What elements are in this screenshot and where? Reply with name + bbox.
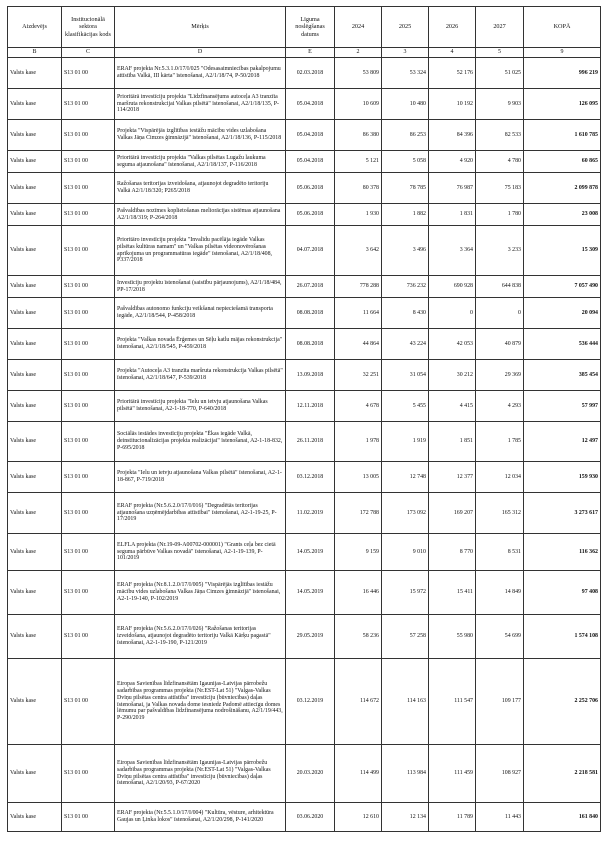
- letter-sector-code: C: [62, 48, 115, 58]
- letter-total: 9: [524, 48, 601, 58]
- value-2024-cell: 58 236: [335, 615, 382, 659]
- purpose-cell: ERAF projekta Nr.5.3.1.0/17/I/025 "Odesasaimniecības pakalpojumu attīstība Valkā, III kārta" īstenošanai, A2/1/18/74, P-50/2018: [115, 58, 286, 89]
- table-row: [8, 204, 601, 226]
- date-cell: 11.02.2019: [286, 493, 335, 534]
- purpose-cell: Pašvaldības autonomo funkciju veikšanai nepieciešamā transporta iegāde, A2/1/18/544, P-458/2018: [115, 298, 286, 329]
- table-row: [8, 173, 601, 204]
- table-row: [8, 298, 601, 329]
- table-row: [8, 89, 601, 120]
- table-row: [8, 659, 601, 745]
- table-row: [8, 151, 601, 173]
- header-2026: 2026: [429, 7, 476, 48]
- purpose-cell: ERAF projekta (Nr.5.6.2.0/17/I/026) "Ražošanas teritorijas izveidošana, atjaunojot degradēto teritoriju Valkā Kārķu pagastā" īstenošanai, A2-1-19-190, P-121/2019: [115, 615, 286, 659]
- table-row: [8, 58, 601, 89]
- date-cell: 05.04.2018: [286, 120, 335, 151]
- total-cell: 161 840: [524, 803, 601, 832]
- value-2025-cell: 15 972: [382, 571, 429, 615]
- table-row: [8, 462, 601, 493]
- value-2027-cell: 1 785: [476, 422, 524, 462]
- table-row: [8, 329, 601, 360]
- value-2025-cell: 43 224: [382, 329, 429, 360]
- creditor-cell: Valsts kase: [8, 226, 62, 276]
- purpose-cell: ERAF projekta (Nr.5.6.2.0/17/I/016) "Degradētās teritorijas atjaunošana uzņēmējdarbības attīstībai" īstenošanai, A2-1-19-25, P-17/2019: [115, 493, 286, 534]
- purpose-cell: Eiropas Savienības līdzfinansētām Igaunijas-Latvijas pārrobežu sadarbības programmas projekta (Nr.EST-Lat 51) "Valgas-Valkas Dvīņu pilsētas centra attīstība" investīciju (būvniecības) daļas īstenošanai, A2/1/20/93, P-67/2020: [115, 745, 286, 803]
- value-2025-cell: 53 324: [382, 58, 429, 89]
- value-2024-cell: 53 809: [335, 58, 382, 89]
- creditor-cell: Valsts kase: [8, 360, 62, 391]
- value-2027-cell: 82 533: [476, 120, 524, 151]
- value-2027-cell: 40 879: [476, 329, 524, 360]
- header-2025: 2025: [382, 7, 429, 48]
- value-2024-cell: 4 678: [335, 391, 382, 422]
- creditor-cell: Valsts kase: [8, 391, 62, 422]
- date-cell: 05.04.2018: [286, 89, 335, 120]
- value-2024-cell: 114 672: [335, 659, 382, 745]
- date-cell: 03.12.2018: [286, 462, 335, 493]
- value-2027-cell: 4 780: [476, 151, 524, 173]
- date-cell: 20.03.2020: [286, 745, 335, 803]
- purpose-cell: Prioritārā investīciju projekta "Ielu un ietvju atjaunošana Valkas pilsētā" īstenošanai, A2-1-18-770, P-640/2018: [115, 391, 286, 422]
- total-cell: 2 252 706: [524, 659, 601, 745]
- value-2027-cell: 54 699: [476, 615, 524, 659]
- sector-code-cell: S13 01 00: [62, 803, 115, 832]
- date-cell: 08.08.2018: [286, 298, 335, 329]
- value-2025-cell: 78 785: [382, 173, 429, 204]
- value-2026-cell: 1 831: [429, 204, 476, 226]
- value-2025-cell: 5 455: [382, 391, 429, 422]
- date-cell: 26.11.2018: [286, 422, 335, 462]
- table-row: [8, 571, 601, 615]
- value-2025-cell: 12 134: [382, 803, 429, 832]
- value-2025-cell: 114 163: [382, 659, 429, 745]
- purpose-cell: Investīciju projektu īstenošanai (saistību pārjaunojums), A2/1/18/484, PP-17/2018: [115, 276, 286, 298]
- purpose-cell: Prioritārā investīciju projekta "Līdzfinansējums autoceļa A3 tranzīta maršruta rekonstrukcijai Valkas pilsētā" īstenošanai, A2/1/18/135, P-114/2018: [115, 89, 286, 120]
- total-cell: 12 497: [524, 422, 601, 462]
- date-cell: 26.07.2018: [286, 276, 335, 298]
- purpose-cell: Ražošanas teritorijas izveidošana, atjaunojot degradēto teritoriju Valkā A2/1/18/320; P265/2018: [115, 173, 286, 204]
- value-2026-cell: 4 920: [429, 151, 476, 173]
- value-2024-cell: 5 121: [335, 151, 382, 173]
- creditor-cell: Valsts kase: [8, 803, 62, 832]
- total-cell: 7 057 490: [524, 276, 601, 298]
- total-cell: 15 309: [524, 226, 601, 276]
- value-2026-cell: 15 411: [429, 571, 476, 615]
- sector-code-cell: S13 01 00: [62, 571, 115, 615]
- purpose-cell: ERAF projekta (Nr.8.1.2.0/17/I/005) "Vispārējās izglītības iestāžu mācību vides uzlabošana Valkas Jāņa Cimzes ģimnāzijā" īstenošanai, A2-1-19-140, P-102/2019: [115, 571, 286, 615]
- value-2027-cell: 165 312: [476, 493, 524, 534]
- sector-code-cell: S13 01 00: [62, 360, 115, 391]
- date-cell: 02.03.2018: [286, 58, 335, 89]
- total-cell: 20 094: [524, 298, 601, 329]
- total-cell: 3 273 617: [524, 493, 601, 534]
- sector-code-cell: S13 01 00: [62, 391, 115, 422]
- date-cell: 13.09.2018: [286, 360, 335, 391]
- header-row: [8, 7, 601, 48]
- date-cell: 14.05.2019: [286, 534, 335, 571]
- value-2024-cell: 1 930: [335, 204, 382, 226]
- value-2025-cell: 57 258: [382, 615, 429, 659]
- header-creditor: Aizdevējs: [8, 7, 62, 48]
- value-2027-cell: 14 849: [476, 571, 524, 615]
- value-2026-cell: 55 980: [429, 615, 476, 659]
- sector-code-cell: S13 01 00: [62, 298, 115, 329]
- sector-code-cell: S13 01 00: [62, 422, 115, 462]
- letter-date: E: [286, 48, 335, 58]
- value-2026-cell: 3 364: [429, 226, 476, 276]
- purpose-cell: Prioritāro investīciju projekta "Invalīdu pacēlāja iegāde Valkas pilsētas kultūras namam" un "Valkas pilsētas videonovērošanas aprīkojuma un programmatūras iegāde" īstenošanai, A2/1/18/408, P337/2018: [115, 226, 286, 276]
- table-row: [8, 120, 601, 151]
- value-2024-cell: 778 288: [335, 276, 382, 298]
- value-2024-cell: 16 446: [335, 571, 382, 615]
- creditor-cell: Valsts kase: [8, 615, 62, 659]
- creditor-cell: Valsts kase: [8, 58, 62, 89]
- purpose-cell: Pašvaldības nozīmes koplietošanas meliorācijas sistēmas atjaunošana A2/1/18/319; P-264/2018: [115, 204, 286, 226]
- value-2025-cell: 31 054: [382, 360, 429, 391]
- header-2027: 2027: [476, 7, 524, 48]
- value-2027-cell: 108 927: [476, 745, 524, 803]
- total-cell: 116 362: [524, 534, 601, 571]
- sector-code-cell: S13 01 00: [62, 226, 115, 276]
- table-row: [8, 360, 601, 391]
- sector-code-cell: S13 01 00: [62, 329, 115, 360]
- value-2025-cell: 736 232: [382, 276, 429, 298]
- creditor-cell: Valsts kase: [8, 462, 62, 493]
- table-row: [8, 745, 601, 803]
- sector-code-cell: S13 01 00: [62, 659, 115, 745]
- value-2027-cell: 0: [476, 298, 524, 329]
- creditor-cell: Valsts kase: [8, 151, 62, 173]
- creditor-cell: Valsts kase: [8, 422, 62, 462]
- header-date: Līguma noslēgšanas datums: [286, 7, 335, 48]
- value-2025-cell: 9 010: [382, 534, 429, 571]
- creditor-cell: Valsts kase: [8, 493, 62, 534]
- table-row: [8, 534, 601, 571]
- date-cell: 08.08.2018: [286, 329, 335, 360]
- value-2026-cell: 30 212: [429, 360, 476, 391]
- total-cell: 996 219: [524, 58, 601, 89]
- value-2024-cell: 13 005: [335, 462, 382, 493]
- value-2027-cell: 9 903: [476, 89, 524, 120]
- value-2025-cell: 5 058: [382, 151, 429, 173]
- value-2026-cell: 76 987: [429, 173, 476, 204]
- creditor-cell: Valsts kase: [8, 534, 62, 571]
- value-2024-cell: 32 251: [335, 360, 382, 391]
- sector-code-cell: S13 01 00: [62, 120, 115, 151]
- value-2026-cell: 8 770: [429, 534, 476, 571]
- date-cell: 12.11.2018: [286, 391, 335, 422]
- table-row: [8, 615, 601, 659]
- value-2025-cell: 113 984: [382, 745, 429, 803]
- value-2024-cell: 3 642: [335, 226, 382, 276]
- date-cell: 05.06.2018: [286, 173, 335, 204]
- total-cell: 2 218 581: [524, 745, 601, 803]
- value-2025-cell: 86 253: [382, 120, 429, 151]
- table-row: [8, 276, 601, 298]
- value-2027-cell: 51 025: [476, 58, 524, 89]
- value-2026-cell: 111 459: [429, 745, 476, 803]
- creditor-cell: Valsts kase: [8, 276, 62, 298]
- value-2026-cell: 12 377: [429, 462, 476, 493]
- value-2026-cell: 690 928: [429, 276, 476, 298]
- value-2024-cell: 86 380: [335, 120, 382, 151]
- value-2027-cell: 29 369: [476, 360, 524, 391]
- letter-2024: 2: [335, 48, 382, 58]
- creditor-cell: Valsts kase: [8, 89, 62, 120]
- table-row: [8, 803, 601, 832]
- column-letter-row: [8, 48, 601, 58]
- date-cell: 05.06.2018: [286, 204, 335, 226]
- sector-code-cell: S13 01 00: [62, 173, 115, 204]
- date-cell: 04.07.2018: [286, 226, 335, 276]
- purpose-cell: ERAF projekta (Nr.5.5.1.0/17/I/004) "Kultūra, vēsture, arhitektūra Gaujas un Ļinka lokos" īstenošanai, A2/1/20/298, P-141/2020: [115, 803, 286, 832]
- total-cell: 57 997: [524, 391, 601, 422]
- purpose-cell: Sociālās iestādes investīciju projekta "Ēkas iegāde Valkā, deinstitucionalizācijas projekta realizācijai" īstenošanai, A2-1-18-832, P-695/2018: [115, 422, 286, 462]
- total-cell: 97 408: [524, 571, 601, 615]
- table-row: [8, 391, 601, 422]
- total-cell: 2 099 878: [524, 173, 601, 204]
- value-2027-cell: 75 183: [476, 173, 524, 204]
- header-total: KOPĀ: [524, 7, 601, 48]
- sector-code-cell: S13 01 00: [62, 276, 115, 298]
- letter-2026: 4: [429, 48, 476, 58]
- total-cell: 1 574 108: [524, 615, 601, 659]
- date-cell: 14.05.2019: [286, 571, 335, 615]
- value-2025-cell: 1 882: [382, 204, 429, 226]
- sector-code-cell: S13 01 00: [62, 745, 115, 803]
- value-2027-cell: 11 443: [476, 803, 524, 832]
- creditor-cell: Valsts kase: [8, 204, 62, 226]
- date-cell: 29.05.2019: [286, 615, 335, 659]
- loans-table: [7, 6, 601, 832]
- purpose-cell: Projekta "Vispārējās izglītības iestāžu mācību vides uzlabošana Valkas Jāņa Cimzes ģimnāzijā" īstenošanai, A2/1/18/136, P-115/2018: [115, 120, 286, 151]
- letter-2027: 5: [476, 48, 524, 58]
- creditor-cell: Valsts kase: [8, 659, 62, 745]
- value-2026-cell: 111 547: [429, 659, 476, 745]
- value-2026-cell: 4 415: [429, 391, 476, 422]
- value-2027-cell: 8 531: [476, 534, 524, 571]
- value-2024-cell: 80 378: [335, 173, 382, 204]
- sector-code-cell: S13 01 00: [62, 493, 115, 534]
- sector-code-cell: S13 01 00: [62, 615, 115, 659]
- table-row: [8, 422, 601, 462]
- total-cell: 159 930: [524, 462, 601, 493]
- total-cell: 23 008: [524, 204, 601, 226]
- value-2027-cell: 644 838: [476, 276, 524, 298]
- sector-code-cell: S13 01 00: [62, 204, 115, 226]
- purpose-cell: Prioritārā investīciju projekta "Valkas pilsētas Lugažu laukuma seguma atjaunošana" īstenošanai, A2/1/18/137, P-116/2018: [115, 151, 286, 173]
- value-2025-cell: 173 092: [382, 493, 429, 534]
- value-2025-cell: 3 496: [382, 226, 429, 276]
- sector-code-cell: S13 01 00: [62, 151, 115, 173]
- table-row: [8, 226, 601, 276]
- creditor-cell: Valsts kase: [8, 120, 62, 151]
- value-2024-cell: 44 864: [335, 329, 382, 360]
- value-2026-cell: 1 851: [429, 422, 476, 462]
- value-2027-cell: 4 293: [476, 391, 524, 422]
- total-cell: 60 865: [524, 151, 601, 173]
- purpose-cell: ELFLA projekta (Nr.19-09-A00702-000001) "Grants ceļa bez cietā seguma pārbūve Valkas novadā" īstenošanai, A2-1-19-139, P-101/2019: [115, 534, 286, 571]
- creditor-cell: Valsts kase: [8, 571, 62, 615]
- value-2027-cell: 1 780: [476, 204, 524, 226]
- value-2024-cell: 12 610: [335, 803, 382, 832]
- value-2026-cell: 0: [429, 298, 476, 329]
- letter-creditor: B: [8, 48, 62, 58]
- creditor-cell: Valsts kase: [8, 329, 62, 360]
- header-sector-code: Institucionālā sektora klasifikācijas kods: [62, 7, 115, 48]
- value-2027-cell: 109 177: [476, 659, 524, 745]
- creditor-cell: Valsts kase: [8, 745, 62, 803]
- date-cell: 03.12.2019: [286, 659, 335, 745]
- date-cell: 03.06.2020: [286, 803, 335, 832]
- value-2026-cell: 52 176: [429, 58, 476, 89]
- value-2024-cell: 11 664: [335, 298, 382, 329]
- purpose-cell: Projekta "Autoceļa A3 tranzīta maršruta rekonstrukcija Valkas pilsētā" īstenošanai, A2/1/18/647, P-539/2018: [115, 360, 286, 391]
- value-2026-cell: 11 789: [429, 803, 476, 832]
- value-2025-cell: 1 919: [382, 422, 429, 462]
- sector-code-cell: S13 01 00: [62, 89, 115, 120]
- total-cell: 385 454: [524, 360, 601, 391]
- value-2024-cell: 10 609: [335, 89, 382, 120]
- value-2027-cell: 3 233: [476, 226, 524, 276]
- sector-code-cell: S13 01 00: [62, 58, 115, 89]
- sector-code-cell: S13 01 00: [62, 534, 115, 571]
- value-2025-cell: 10 480: [382, 89, 429, 120]
- creditor-cell: Valsts kase: [8, 173, 62, 204]
- creditor-cell: Valsts kase: [8, 298, 62, 329]
- value-2026-cell: 84 396: [429, 120, 476, 151]
- sector-code-cell: S13 01 00: [62, 462, 115, 493]
- letter-purpose: D: [115, 48, 286, 58]
- table-body: [8, 58, 601, 832]
- value-2024-cell: 9 159: [335, 534, 382, 571]
- date-cell: 05.04.2018: [286, 151, 335, 173]
- value-2025-cell: 8 430: [382, 298, 429, 329]
- purpose-cell: Projekta "Ielu un ietvju atjaunošana Valkas pilsētā" īstenošanai, A2-1-18-867, P-719/2018: [115, 462, 286, 493]
- value-2024-cell: 114 499: [335, 745, 382, 803]
- value-2026-cell: 169 207: [429, 493, 476, 534]
- purpose-cell: Eiropas Savienības līdzfinansētām Igaunijas-Latvijas pārrobežu sadarbības programmas projekta (Nr.EST-Lat 51) "Valgas-Valkas Dvīņu pilsētas centra attīstība" investīciju (būvniecības) daļas īstenošanai, ja Valkas novada dome iesniedz Padomē attiecīgu domes lēmumu par pašvaldības līdzfinansējuma nodrošināšanu, A2/1/19/443, P-290/2019: [115, 659, 286, 745]
- value-2026-cell: 10 192: [429, 89, 476, 120]
- total-cell: 536 444: [524, 329, 601, 360]
- value-2025-cell: 12 748: [382, 462, 429, 493]
- table-row: [8, 493, 601, 534]
- value-2027-cell: 12 034: [476, 462, 524, 493]
- header-2024: 2024: [335, 7, 382, 48]
- value-2026-cell: 42 053: [429, 329, 476, 360]
- total-cell: 1 610 785: [524, 120, 601, 151]
- purpose-cell: Projekta "Valkas novada Ērģemes un Sēļu katlu mājas rekonstrukcija" īstenošanai, A2/1/18/545, P-459/2018: [115, 329, 286, 360]
- total-cell: 126 095: [524, 89, 601, 120]
- value-2024-cell: 1 978: [335, 422, 382, 462]
- value-2024-cell: 172 788: [335, 493, 382, 534]
- letter-2025: 3: [382, 48, 429, 58]
- header-purpose: Mērķis: [115, 7, 286, 48]
